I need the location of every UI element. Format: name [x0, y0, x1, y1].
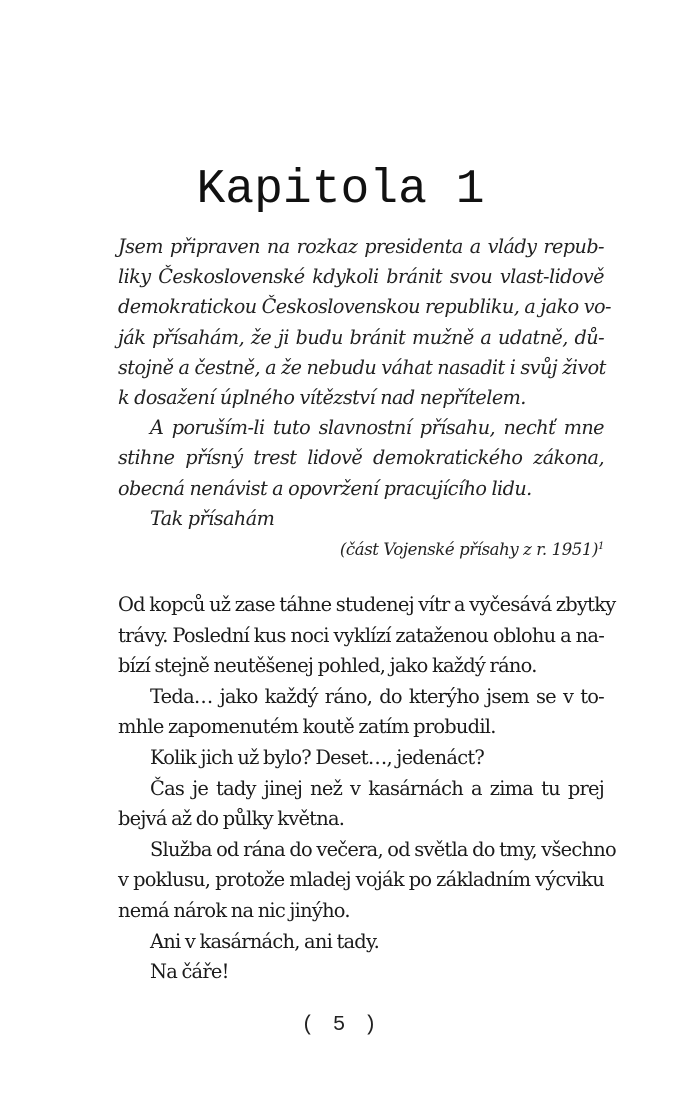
epigraph-line: stihne přísný trest lidově demokratického zákona,	[118, 446, 604, 470]
body-line: nemá nárok na nic jinýho.	[118, 898, 350, 922]
epigraph-line: Jsem připraven na rozkaz presidenta a vlády repub-	[118, 235, 604, 258]
chapter-title: Kapitola 1	[196, 163, 485, 218]
epigraph-source	[118, 535, 604, 562]
body-line: bízí stejně neutěšenej pohled, jako každý ráno.	[118, 654, 537, 678]
page-number: ( 5 )	[301, 1014, 380, 1037]
body-line: v poklusu, protože mladej voják po základním výcviku	[118, 868, 604, 892]
epigraph-line: ják přísahám, že ji budu bránit mužně a udatně, dů-	[118, 325, 604, 349]
body-line: Teda… jako každý ráno, do kterýho jsem se v to-	[150, 684, 604, 708]
body-line: Kolik jich už bylo? Deset…, jedenáct?	[150, 745, 485, 769]
epigraph-line: stojně a čestně, a že nebudu váhat nasadit i svůj život	[118, 355, 606, 379]
body-line: Čas je tady jinej než v kasárnách a zima tu prej	[150, 776, 604, 800]
epigraph-line: liky Československé kdykoli bránit svou vlast-lidově	[118, 265, 604, 289]
epigraph-oath	[118, 232, 611, 534]
body-line: Na čáře!	[150, 960, 229, 984]
chapter-body	[118, 590, 616, 988]
footnote-marker[interactable]: 1	[598, 541, 604, 552]
epigraph-line: k dosažení úplného vítězství nad nepřítelem.	[118, 385, 526, 409]
epigraph-line: demokratickou Československou republiku, a jako vo-	[118, 295, 611, 319]
body-line: trávy. Poslední kus noci vyklízí zataženou oblohu a na-	[118, 623, 604, 647]
epigraph-line: obecná nenávist a opovržení pracujícího lidu.	[118, 476, 532, 500]
epigraph-line: A poruším-li tuto slavnostní přísahu, nechť mne	[150, 416, 604, 440]
body-line: Služba od rána do večera, od světla do tmy, všechno	[150, 837, 616, 861]
epigraph-line: Tak přísahám	[150, 506, 275, 530]
body-line: bejvá až do půlky května.	[118, 807, 345, 831]
body-line: mhle zapomenutém koutě zatím probudil.	[118, 715, 496, 739]
body-line: Ani v kasárnách, ani tady.	[150, 929, 380, 953]
epigraph-source-text: (část Vojenské přísahy z r. 1951)	[339, 540, 599, 559]
body-line: Od kopců už zase táhne studenej vítr a vyčesává zbytky	[118, 593, 616, 616]
